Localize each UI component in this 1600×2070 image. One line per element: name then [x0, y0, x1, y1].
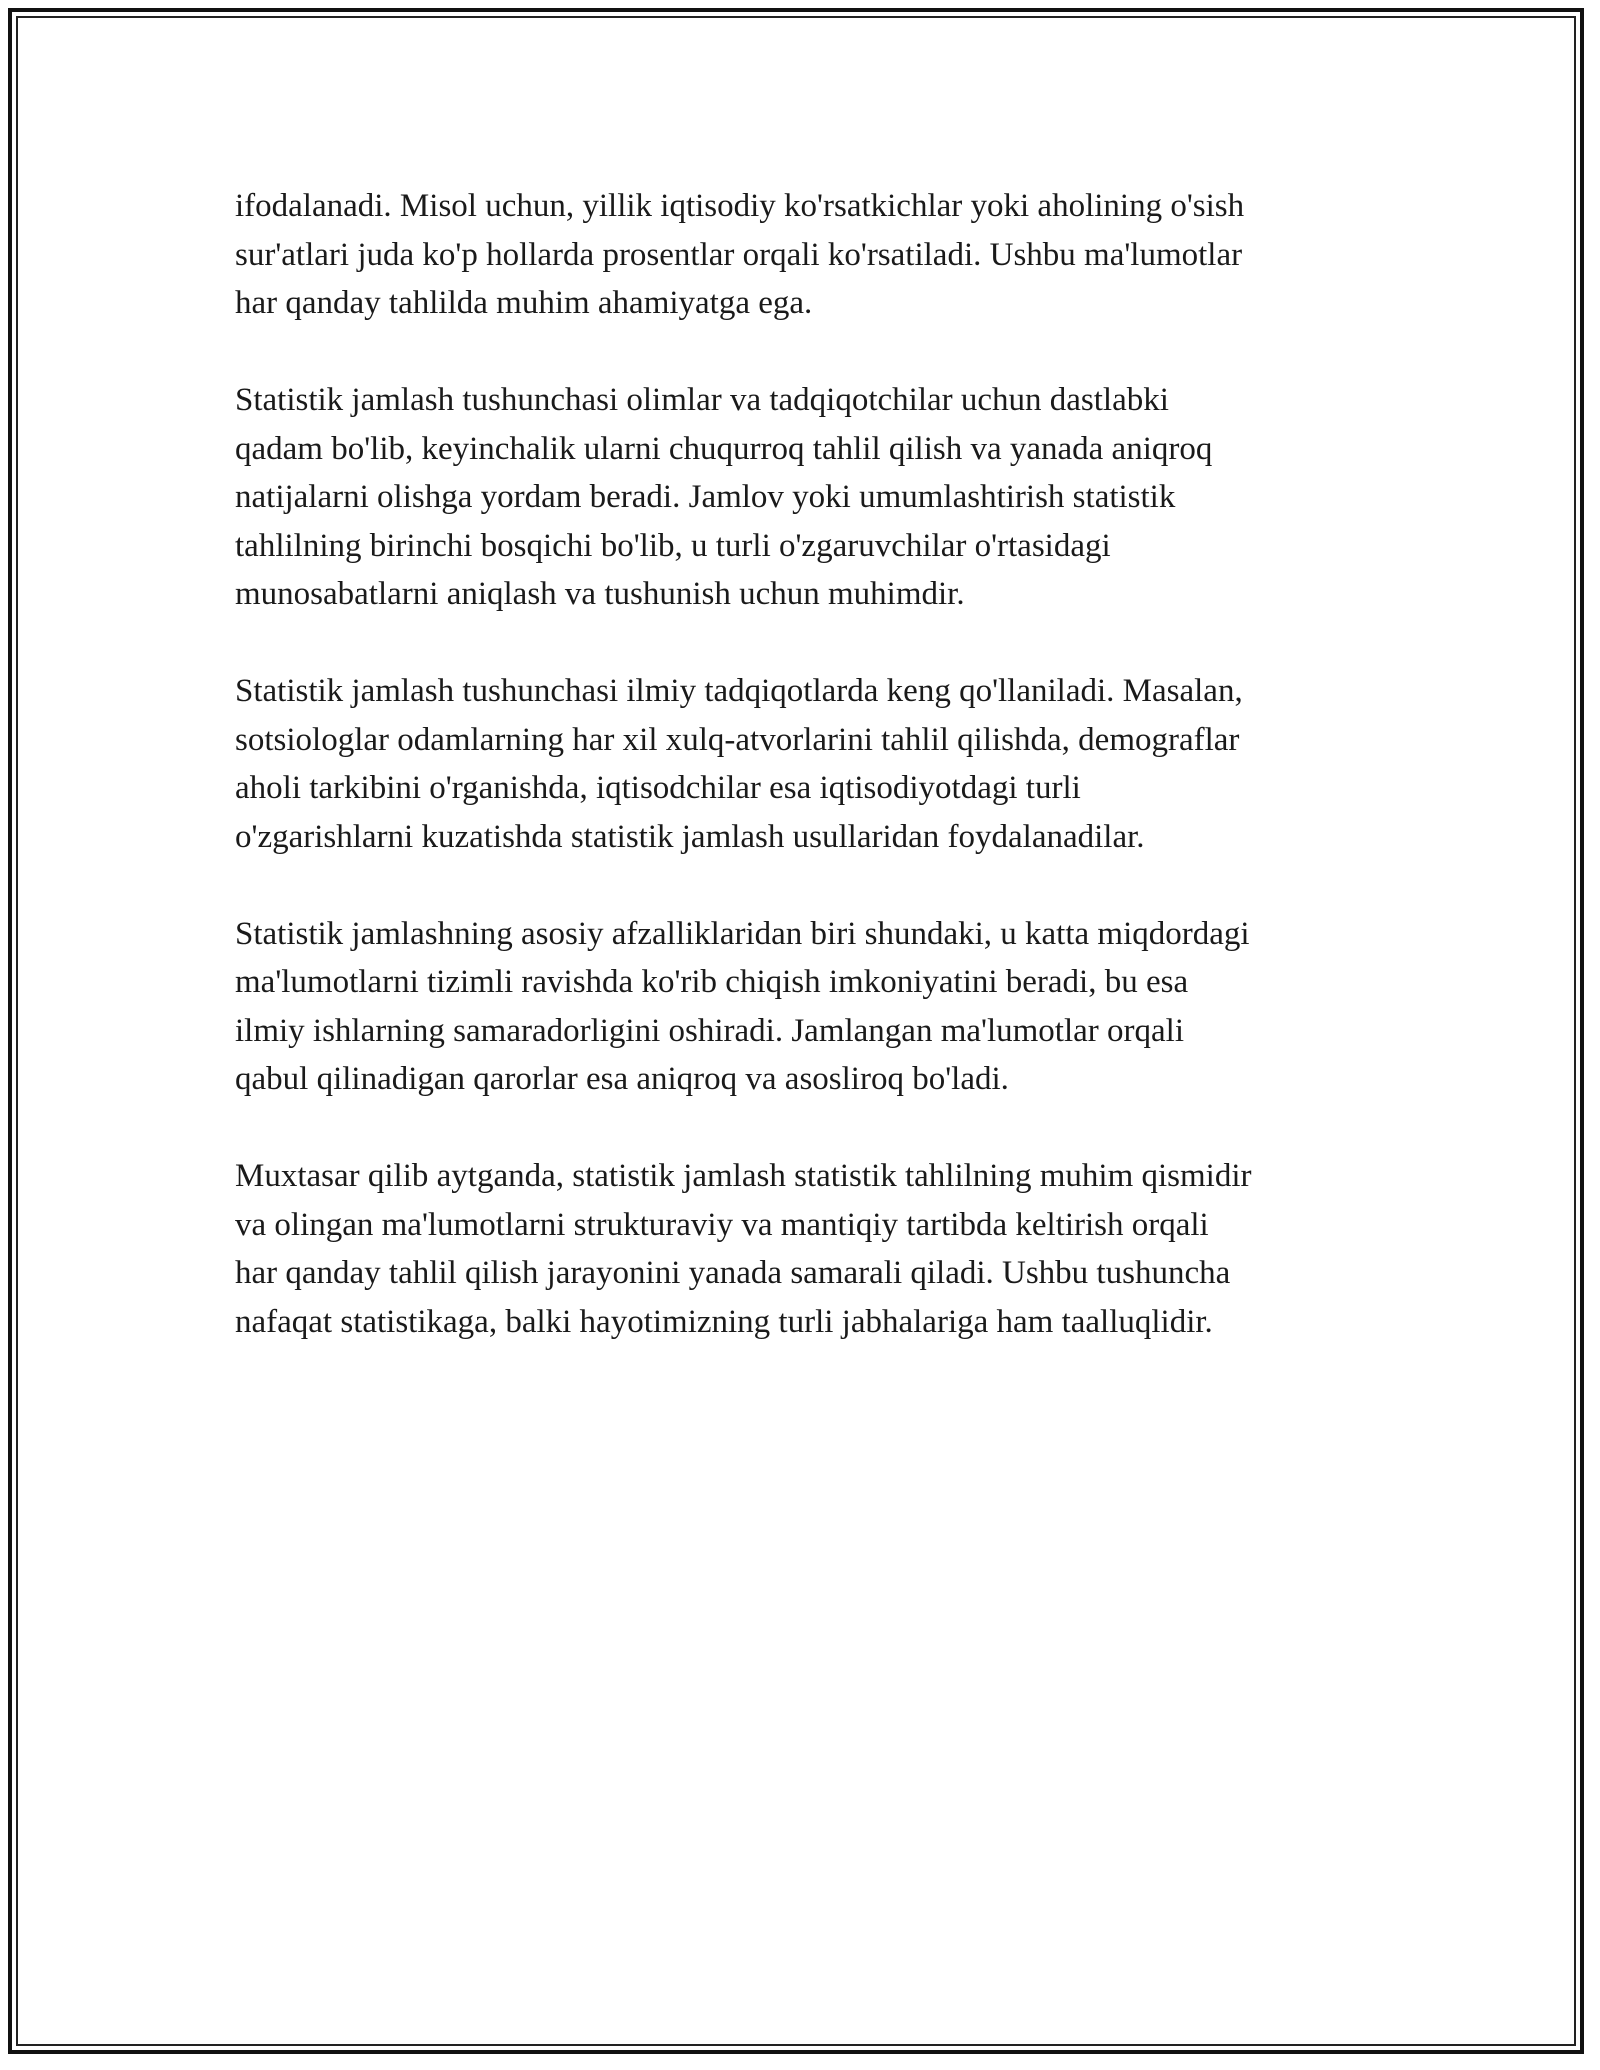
paragraph-3 [235, 667, 1385, 861]
text-line: o'zgarishlarni kuzatishda statistik jamlash usullaridan foydalanadilar. [235, 818, 1145, 855]
text-line: ma'lumotlarni tizimli ravishda ko'rib chiqish imkoniyatini beradi, bu esa [235, 964, 1189, 1000]
text-line: sotsiologlar odamlarning har xil xulq-atvorlarini tahlil qilishda, demograflar [235, 721, 1240, 758]
paragraph-2 [235, 376, 1385, 619]
text-line: aholi tarkibini o'rganishda, iqtisodchilar esa iqtisodiyotdagi turli [235, 770, 1081, 806]
paragraph-4 [235, 910, 1385, 1104]
text-line: ilmiy ishlarning samaradorligini oshiradi. Jamlangan ma'lumotlar orqali [235, 1012, 1184, 1049]
text-line: natijalarni olishga yordam beradi. Jamlov yoki umumlashtirish statistik [235, 479, 1176, 515]
text-line: Statistik jamlash tushunchasi olimlar va tadqiqotchilar uchun dastlabki [235, 382, 1169, 418]
text-line: har qanday tahlil qilish jarayonini yanada samarali qiladi. Ushbu tushuncha [235, 1255, 1231, 1291]
text-line: munosabatlarni aniqlash va tushunish uchun muhimdir. [235, 576, 965, 612]
text-line: tahlilning birinchi bosqichi bo'lib, u turli o'zgaruvchilar o'rtasidagi [235, 527, 1111, 564]
paragraph-1 [235, 182, 1385, 328]
document-body [235, 182, 1385, 1395]
text-line: va olingan ma'lumotlarni strukturaviy va mantiqiy tartibda keltirish orqali [235, 1206, 1209, 1243]
text-line: Statistik jamlash tushunchasi ilmiy tadqiqotlarda keng qo'llaniladi. Masalan, [235, 673, 1243, 709]
paragraph-5 [235, 1152, 1385, 1346]
text-line: Statistik jamlashning asosiy afzalliklaridan biri shundaki, u katta miqdordagi [235, 915, 1250, 952]
text-line: Muxtasar qilib aytganda, statistik jamlash statistik tahlilning muhim qismidir [235, 1158, 1252, 1194]
text-line: har qanday tahlilda muhim ahamiyatga ega. [235, 285, 813, 321]
text-line: nafaqat statistikaga, balki hayotimizning turli jabhalariga ham taalluqlidir. [235, 1303, 1213, 1340]
text-line: qabul qilinadigan qarorlar esa aniqroq va asosliroq bo'ladi. [235, 1061, 1009, 1097]
text-line: ifodalanadi. Misol uchun, yillik iqtisodiy ko'rsatkichlar yoki aholining o'sish [235, 188, 1245, 224]
text-line: qadam bo'lib, keyinchalik ularni chuqurroq tahlil qilish va yanada aniqroq [235, 430, 1213, 467]
text-line: sur'atlari juda ko'p hollarda prosentlar orqali ko'rsatiladi. Ushbu ma'lumotlar [235, 236, 1243, 273]
